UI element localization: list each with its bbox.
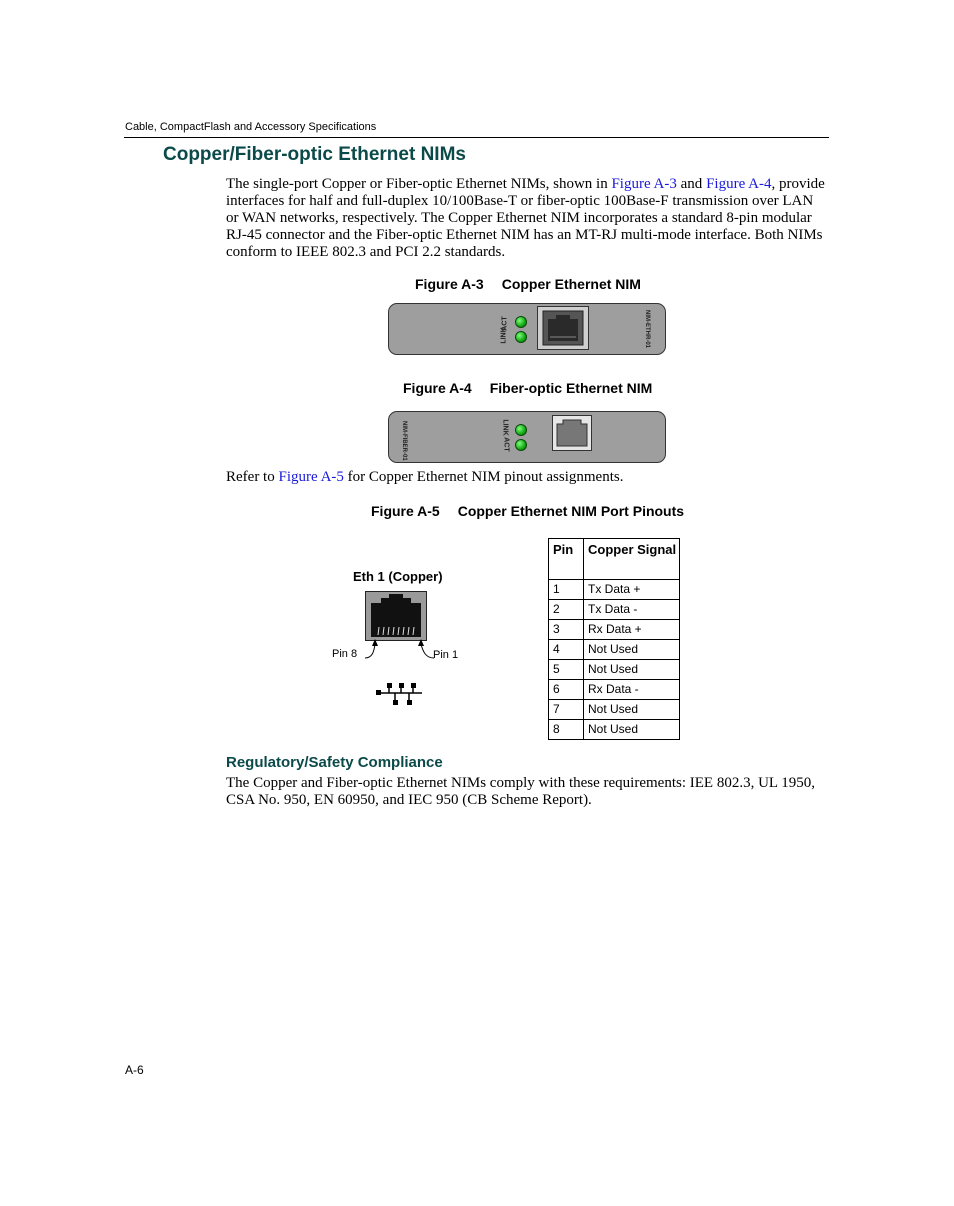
table-header-row xyxy=(549,539,680,580)
table-row xyxy=(549,580,680,600)
figure-a5-title: Copper Ethernet NIM Port Pinouts xyxy=(457,503,685,519)
model-label: NIM-ETHR-01 xyxy=(644,310,650,349)
rj45-jack-icon xyxy=(365,591,427,641)
copper-nim-faceplate xyxy=(388,303,666,355)
intro-text-3: , provide interfaces for half and full-duplex 10/100Base-T or fiber-optic 100Base-F transmission over LAN or WAN networks, respectively. The Copper Ethernet NIM incorporates a standard 8-pin modular RJ-45 connector and the Fiber-optic Ethernet NIM has an MT-RJ multi-mode interface. Both NIMs conform to IEEE 802.3 and PCI 2.2 standards. xyxy=(226,176,825,260)
intro-paragraph xyxy=(226,176,826,261)
figure-a3-title: Copper Ethernet NIM xyxy=(501,276,641,292)
fiber-nim-faceplate xyxy=(388,411,666,463)
signal-cell: Not Used xyxy=(584,700,680,720)
refer-text-2: for Copper Ethernet NIM pinout assignments. xyxy=(343,469,624,485)
table-row xyxy=(549,600,680,620)
figure-a3-link[interactable]: Figure A-3 xyxy=(611,176,677,192)
pinout-table xyxy=(548,538,680,740)
pin-cell: 2 xyxy=(549,600,584,620)
pin-column-header: Pin xyxy=(549,539,584,580)
figure-a4-link[interactable]: Figure A-4 xyxy=(706,176,772,192)
figure-a3-caption xyxy=(415,276,641,292)
pin-cell: 8 xyxy=(549,720,584,740)
act-led-label: ACT xyxy=(502,437,510,452)
section-title: Copper/Fiber-optic Ethernet NIMs xyxy=(163,144,466,165)
figure-a4-caption xyxy=(403,380,652,396)
pin-cell: 4 xyxy=(549,640,584,660)
rj45-port-icon xyxy=(537,306,589,350)
pin8-label: Pin 8 xyxy=(332,648,358,660)
port-label: Eth 1 (Copper) xyxy=(353,569,443,584)
pin-cell: 5 xyxy=(549,660,584,680)
intro-text-2: and xyxy=(676,176,707,192)
table-row xyxy=(549,720,680,740)
refer-paragraph xyxy=(226,469,623,486)
signal-cell: Not Used xyxy=(584,640,680,660)
link-led-label: LINK xyxy=(500,327,508,344)
act-led-label: ACT xyxy=(501,316,509,331)
signal-column-header: Copper Signal xyxy=(584,539,680,580)
figure-a5-link[interactable]: Figure A-5 xyxy=(278,469,344,485)
figure-a3-number: Figure A-3 xyxy=(415,276,484,292)
link-led-label: LINK xyxy=(501,419,509,436)
act-led-icon xyxy=(515,316,527,328)
act-led-icon xyxy=(515,439,527,451)
pin-cell: 1 xyxy=(549,580,584,600)
link-led-icon xyxy=(515,331,527,343)
signal-cell: Tx Data - xyxy=(584,600,680,620)
pin-cell: 7 xyxy=(549,700,584,720)
link-led-icon xyxy=(515,424,527,436)
table-row xyxy=(549,660,680,680)
table-row xyxy=(549,620,680,640)
figure-a4-title: Fiber-optic Ethernet NIM xyxy=(489,380,653,396)
page-number: A-6 xyxy=(125,1063,144,1077)
signal-cell: Not Used xyxy=(584,660,680,680)
refer-text-1: Refer to xyxy=(226,469,279,485)
table-row xyxy=(549,640,680,660)
compliance-heading: Regulatory/Safety Compliance xyxy=(226,754,443,771)
pin-cell: 6 xyxy=(549,680,584,700)
signal-cell: Not Used xyxy=(584,720,680,740)
header-rule xyxy=(124,137,829,138)
model-label: NIM-FIBER-01 xyxy=(401,421,407,461)
signal-cell: Tx Data + xyxy=(584,580,680,600)
figure-a5-number: Figure A-5 xyxy=(371,503,440,519)
pin-callout-arrows xyxy=(360,638,440,662)
running-header: Cable, CompactFlash and Accessory Specifications xyxy=(125,121,377,133)
figure-a5-caption xyxy=(371,503,684,519)
mtrj-port-icon xyxy=(552,415,592,451)
pin1-label: Pin 1 xyxy=(433,649,459,661)
signal-cell: Rx Data - xyxy=(584,680,680,700)
network-port-icon xyxy=(375,682,425,708)
signal-cell: Rx Data + xyxy=(584,620,680,640)
pin-cell: 3 xyxy=(549,620,584,640)
figure-a4-number: Figure A-4 xyxy=(403,380,472,396)
table-row xyxy=(549,700,680,720)
intro-text-1: The single-port Copper or Fiber-optic Ethernet NIMs, shown in xyxy=(226,176,612,192)
compliance-paragraph: The Copper and Fiber-optic Ethernet NIMs comply with these requirements: IEE 802.3, UL 1950, CSA No. 950, EN 60950, and IEC 950 (CB Scheme Report). xyxy=(226,775,816,808)
table-row xyxy=(549,680,680,700)
